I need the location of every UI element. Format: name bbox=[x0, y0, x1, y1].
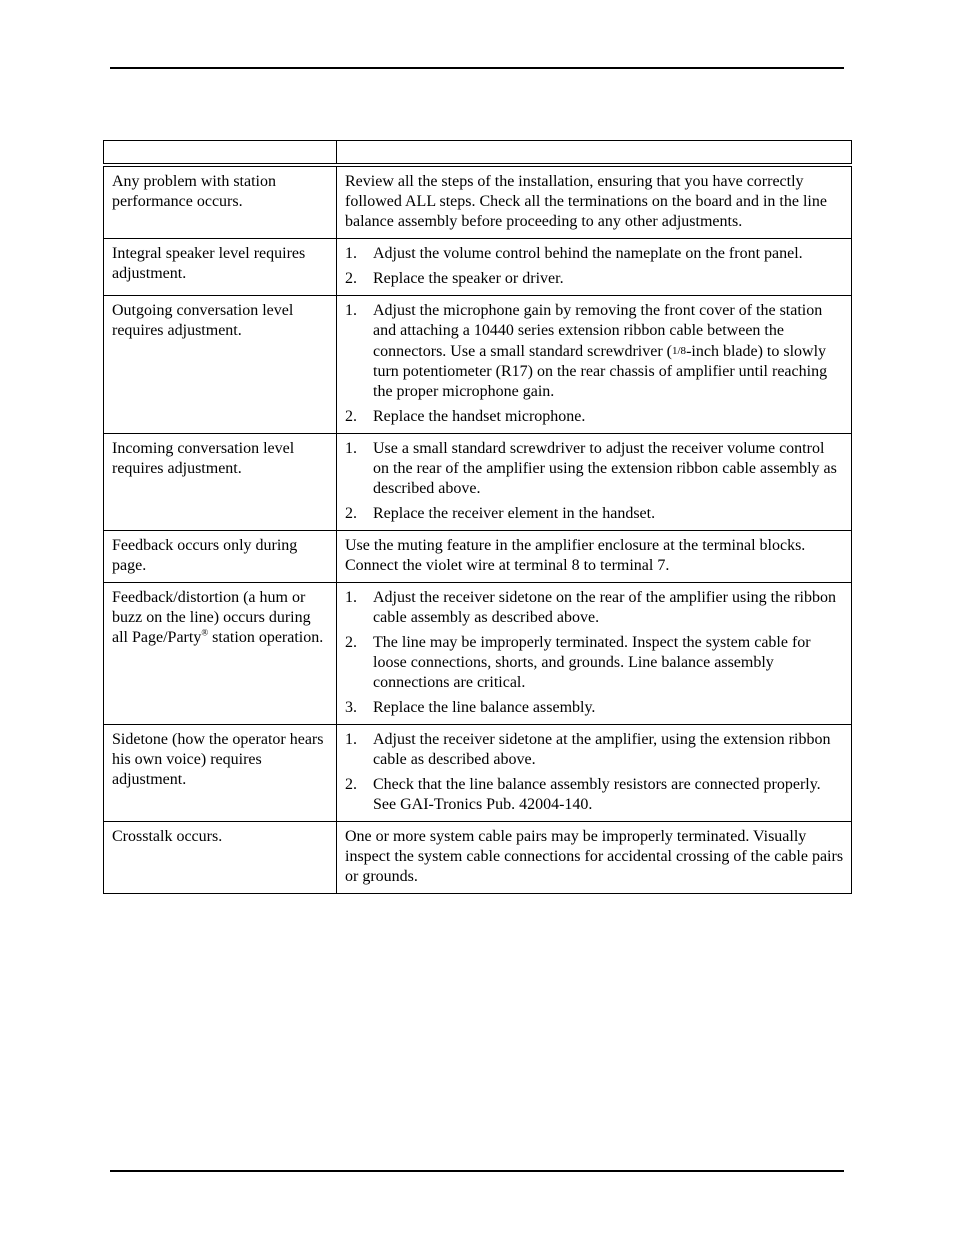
problem-text-part: Feedback/distortion (a hum or buzz on the line) occurs during all Page/Party bbox=[112, 589, 311, 646]
step-text: Replace the speaker or driver. bbox=[373, 270, 564, 287]
troubleshooting-table bbox=[103, 140, 852, 894]
step-item bbox=[345, 504, 844, 524]
step-number: 1. bbox=[345, 245, 357, 262]
table-row bbox=[104, 239, 852, 296]
step-item bbox=[345, 244, 844, 264]
step-item bbox=[345, 269, 844, 289]
problem-cell bbox=[104, 583, 337, 725]
step-number: 1. bbox=[345, 731, 357, 748]
step-item bbox=[345, 730, 844, 770]
step-number: 3. bbox=[345, 699, 357, 716]
solution-steps bbox=[345, 439, 844, 524]
step-text: Replace the line balance assembly. bbox=[373, 699, 596, 716]
table-row bbox=[104, 725, 852, 822]
step-item bbox=[345, 588, 844, 628]
step-text: Replace the receiver element in the handset. bbox=[373, 505, 656, 522]
step-text-part: -inch blade) to slowly turn potentiometer (R17) on the rear chassis of amplifier until reaching the proper microphone gain. bbox=[373, 343, 828, 400]
step-item bbox=[345, 407, 844, 427]
solution-cell bbox=[337, 583, 852, 725]
step-text: Check that the line balance assembly resistors are connected properly. See GAI-Tronics Pub. 42004-140. bbox=[373, 776, 821, 813]
step-item bbox=[345, 698, 844, 718]
solution-cell bbox=[337, 434, 852, 531]
solution-cell bbox=[337, 239, 852, 296]
step-text-part: Adjust the microphone gain by removing the front cover of the station and attaching a 10440 series extension ribbon cable between the connectors. Use a small standard screwdriver ( bbox=[373, 302, 823, 360]
step-text bbox=[373, 301, 844, 402]
step-text: Adjust the receiver sidetone on the rear of the amplifier using the ribbon cable assembly as described above. bbox=[373, 589, 836, 626]
step-number: 2. bbox=[345, 408, 357, 425]
solution-cell bbox=[337, 725, 852, 822]
step-number: 1. bbox=[345, 440, 357, 457]
fraction: 1/8 bbox=[672, 345, 687, 357]
header-solution bbox=[337, 141, 852, 166]
problem-cell: Sidetone (how the operator hears his own voice) requires adjustment. bbox=[104, 725, 337, 822]
problem-cell: Any problem with station performance occurs. bbox=[104, 165, 337, 239]
problem-cell: Incoming conversation level requires adjustment. bbox=[104, 434, 337, 531]
solution-steps bbox=[345, 244, 844, 289]
solution-cell: Use the muting feature in the amplifier enclosure at the terminal blocks. Connect the violet wire at terminal 8 to terminal 7. bbox=[337, 531, 852, 583]
table-row bbox=[104, 434, 852, 531]
problem-cell: Feedback occurs only during page. bbox=[104, 531, 337, 583]
step-item bbox=[345, 633, 844, 693]
table-row bbox=[104, 822, 852, 894]
problem-text-part: station operation. bbox=[208, 629, 324, 646]
step-text: Use a small standard screwdriver to adjust the receiver volume control on the rear of the amplifier using the extension ribbon cable assembly as described above. bbox=[373, 440, 837, 497]
problem-cell: Integral speaker level requires adjustment. bbox=[104, 239, 337, 296]
step-number: 1. bbox=[345, 302, 357, 319]
registered-mark: ® bbox=[201, 627, 209, 638]
solution-steps bbox=[345, 730, 844, 815]
step-text: The line may be improperly terminated. Inspect the system cable for loose connections, shorts, and grounds. Line balance assembly connections are critical. bbox=[373, 634, 811, 691]
step-text: Adjust the volume control behind the nameplate on the front panel. bbox=[373, 245, 803, 262]
table-header-row bbox=[104, 141, 852, 166]
problem-cell: Outgoing conversation level requires adjustment. bbox=[104, 296, 337, 434]
footer-rule bbox=[110, 1170, 844, 1172]
problem-cell: Crosstalk occurs. bbox=[104, 822, 337, 894]
step-number: 2. bbox=[345, 270, 357, 287]
step-item bbox=[345, 301, 844, 402]
solution-cell bbox=[337, 296, 852, 434]
solution-cell: One or more system cable pairs may be improperly terminated. Visually inspect the system cable connections for accidental crossing of the cable pairs or grounds. bbox=[337, 822, 852, 894]
table-row bbox=[104, 165, 852, 239]
step-number: 1. bbox=[345, 589, 357, 606]
solution-steps bbox=[345, 588, 844, 718]
step-text: Replace the handset microphone. bbox=[373, 408, 586, 425]
step-item bbox=[345, 439, 844, 499]
table-row bbox=[104, 296, 852, 434]
step-number: 2. bbox=[345, 505, 357, 522]
step-item bbox=[345, 775, 844, 815]
step-number: 2. bbox=[345, 776, 357, 793]
header-rule bbox=[110, 67, 844, 69]
step-number: 2. bbox=[345, 634, 357, 651]
table-row bbox=[104, 583, 852, 725]
solution-cell: Review all the steps of the installation, ensuring that you have correctly followed ALL steps. Check all the terminations on the board and in the line balance assembly before proceeding to any other adjustments. bbox=[337, 165, 852, 239]
solution-steps bbox=[345, 301, 844, 427]
header-problem bbox=[104, 141, 337, 166]
step-text: Adjust the receiver sidetone at the amplifier, using the extension ribbon cable as described above. bbox=[373, 731, 831, 768]
table-row bbox=[104, 531, 852, 583]
